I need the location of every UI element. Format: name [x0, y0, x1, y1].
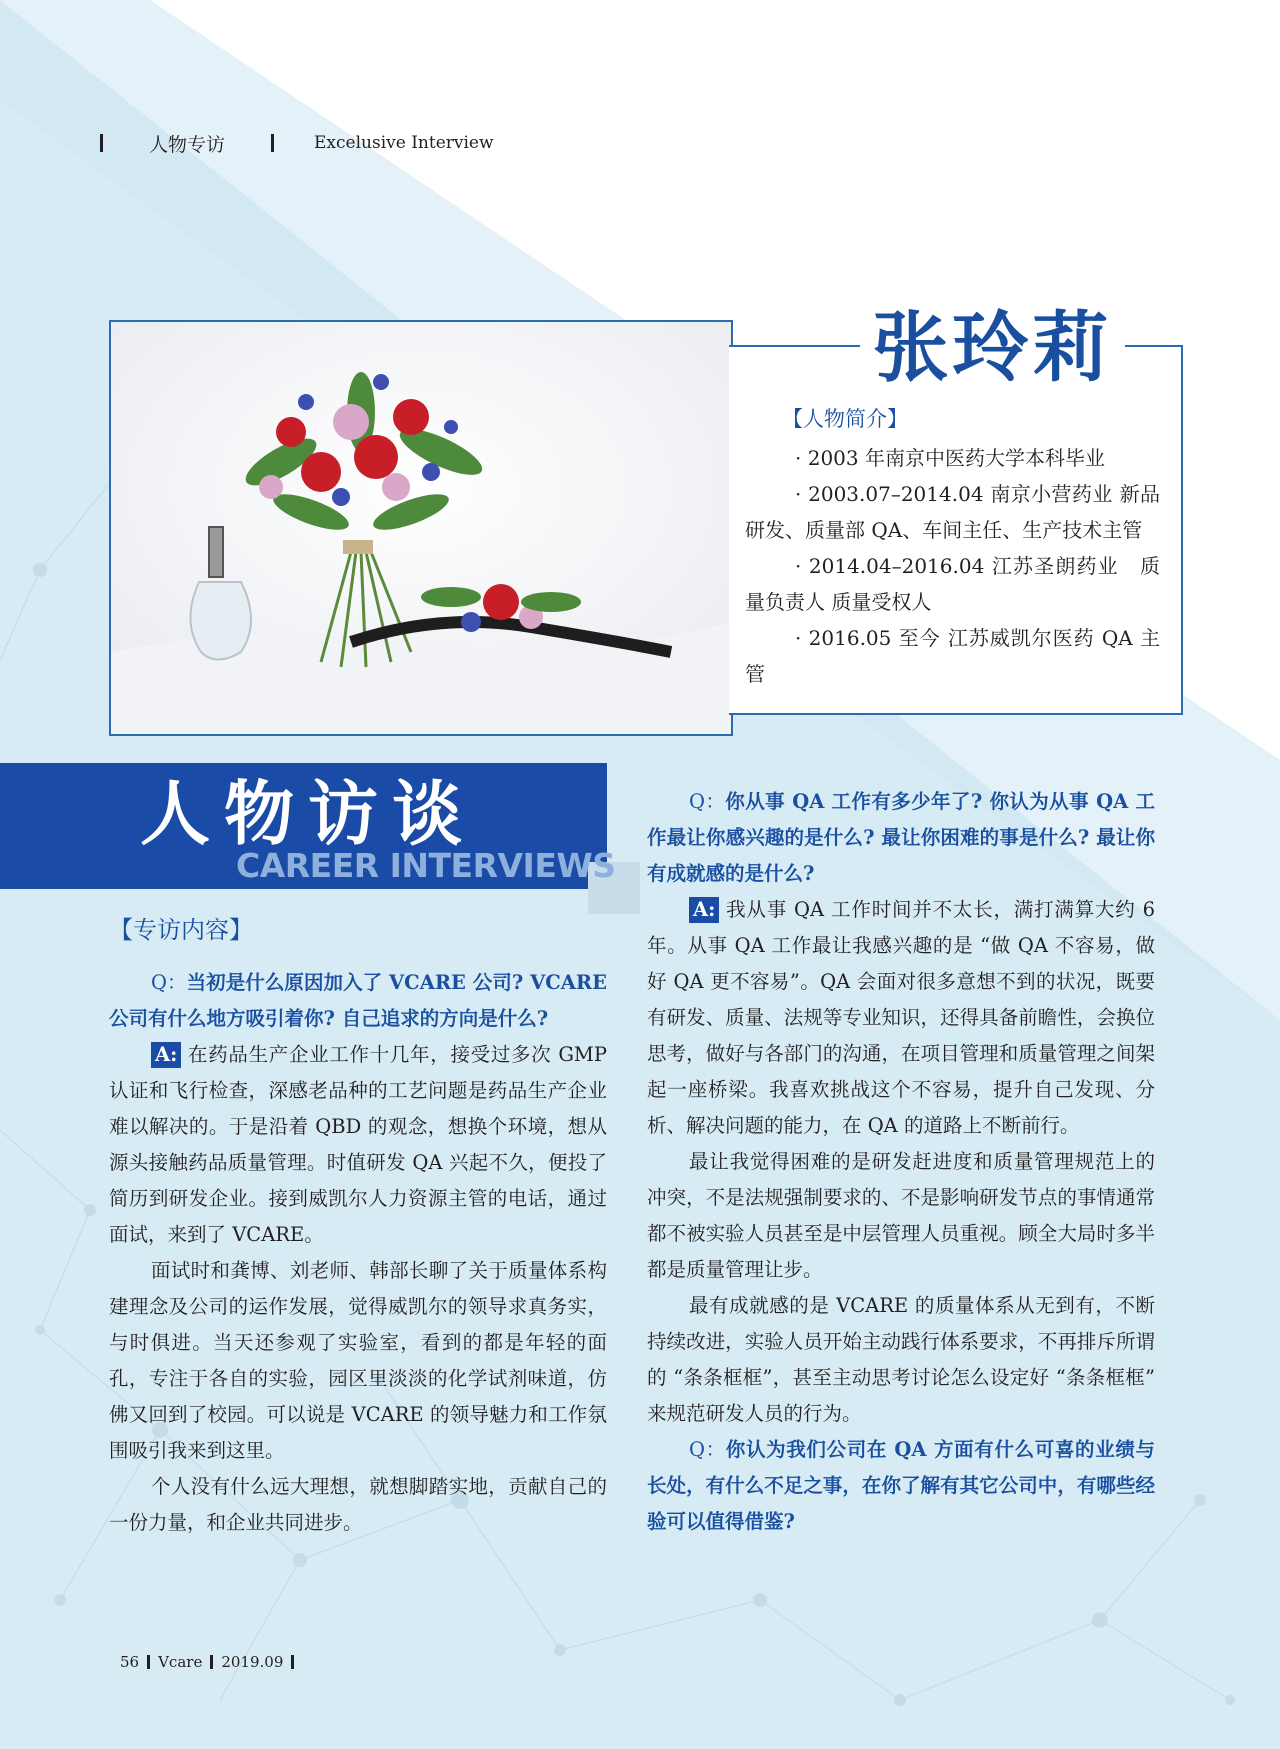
header-divider [271, 134, 274, 152]
profile-item: · 2003 年南京中医药大学本科毕业 [795, 446, 1105, 470]
question-label: Q： [151, 971, 187, 994]
paragraph: 面试时和龚博、刘老师、韩部长聊了关于质量体系构建理念及公司的运作发展，觉得威凯尔的领导求真务实，与时俱进。当天还参观了实验室，看到的都是年轻的面孔，专注于各自的实验，园区里淡淡的化学试剂味道，仿佛又回到了校园。可以说是 VCARE 的领导魅力和工作氛围吸引我来到这里。 [109, 1259, 607, 1462]
answer-1 [109, 1037, 607, 1253]
footer-divider [291, 1655, 294, 1669]
answer-badge: A: [151, 1042, 181, 1068]
profile-item: · 2016.05 至今 江苏威凯尔医药 QA 主管 [745, 626, 1160, 686]
page-number: 56 [120, 1653, 140, 1671]
question-text: 当初是什么原因加入了 VCARE 公司? VCARE 公司有什么地方吸引着你? 自己追求的方向是什么? [109, 971, 607, 1030]
question-text: 你认为我们公司在 QA 方面有什么可喜的业绩与长处，有什么不足之事，在你了解有其它公司中，有哪些经验可以值得借鉴? [647, 1438, 1155, 1533]
flower-photo [109, 320, 733, 736]
issue-date: 2019.09 [221, 1653, 284, 1671]
profile-item: · 2014.04–2016.04 江苏圣朗药业 质量负责人 质量受权人 [745, 554, 1160, 614]
question-1 [109, 965, 607, 1037]
profile-item: · 2003.07–2014.04 南京小营药业 新品研发、质量部 QA、车间主任、生产技术主管 [745, 482, 1160, 542]
profile-list [745, 440, 1160, 692]
right-column [647, 784, 1155, 1540]
person-name: 张玲莉 [860, 300, 1125, 396]
flower-bouquet-image [111, 322, 731, 734]
question-2 [647, 784, 1155, 892]
paragraph: 最有成就感的是 VCARE 的质量体系从无到有，不断持续改进，实验人员开始主动践行体系要求，不再排斥所谓的 “条条框框”，甚至主动思考讨论怎么设定好 “条条框框” 来规范研发人员的行为。 [647, 1294, 1155, 1425]
question-3 [647, 1432, 1155, 1540]
question-label: Q： [689, 1438, 726, 1461]
footer-divider [210, 1655, 213, 1669]
banner-title: 人物访谈 [140, 773, 476, 855]
question-text: 你从事 QA 工作有多少年了? 你认为从事 QA 工作最让你感兴趣的是什么? 最让你困难的事是什么? 最让你有成就感的是什么? [647, 790, 1155, 885]
banner-subtitle: CAREER INTERVIEWS [236, 846, 616, 885]
header-section-cn: 人物专访 [149, 133, 226, 156]
question-label: Q： [689, 790, 726, 813]
paragraph: 个人没有什么远大理想，就想脚踏实地，贡献自己的一份力量，和企业共同进步。 [109, 1475, 607, 1534]
answer-text: 我从事 QA 工作时间并不太长，满打满算大约 6 年。从事 QA 工作最让我感兴趣的是 “做 QA 不容易，做好 QA 更不容易”。QA 会面对很多意想不到的状况，既要有研发、质量、法规等专业知识，还得具备前瞻性，会换位思考，做好与各部门的沟通，在项目管理和质量管理之间架起一座桥梁。我喜欢挑战这个不容易，提升自己发现、分析、解决问题的能力，在 QA 的道路上不断前行。 [647, 898, 1155, 1137]
page-footer [120, 1653, 302, 1671]
answer-text: 在药品生产企业工作十几年，接受过多次 GMP 认证和飞行检查，深感老品种的工艺问题是药品生产企业难以解决的。于是沿着 QBD 的观念，想换个环境，想从源头接触药品质量管理。时值研发 QA 兴起不久，便投了简历到研发企业。接到威凯尔人力资源主管的电话，通过面试，来到了 VCARE。 [109, 1043, 607, 1246]
page-header [100, 128, 494, 158]
answer-2 [647, 892, 1155, 1144]
profile-heading: 【人物简介】 [782, 407, 908, 431]
interview-heading: 【专访内容】 [109, 916, 253, 944]
left-column [109, 965, 607, 1541]
magazine-name: Vcare [158, 1653, 203, 1671]
paragraph: 最让我觉得困难的是研发赶进度和质量管理规范上的冲突，不是法规强制要求的、不是影响研发节点的事情通常都不被实验人员甚至是中层管理人员重视。顾全大局时多半都是质量管理让步。 [647, 1150, 1155, 1281]
answer-badge: A: [689, 897, 719, 923]
footer-divider [147, 1655, 150, 1669]
header-divider [100, 134, 103, 152]
header-section-en: Excelusive Interview [314, 133, 494, 153]
